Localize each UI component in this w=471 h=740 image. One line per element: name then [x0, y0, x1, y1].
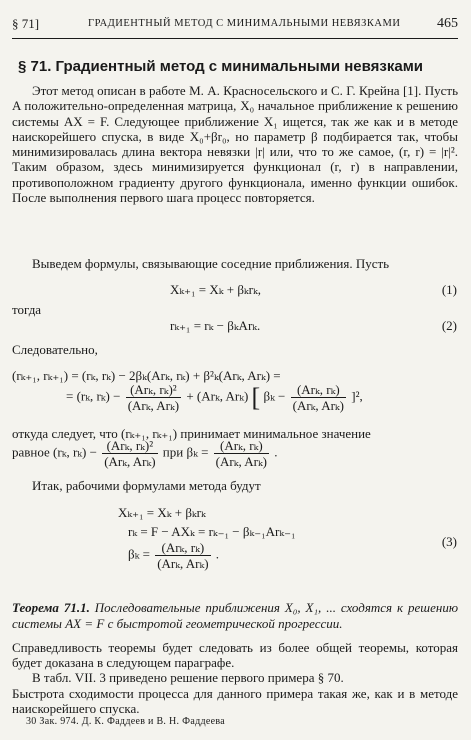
- equation-1: Xₖ₊₁ = Xₖ + βₖrₖ,: [170, 282, 261, 297]
- paragraph-intro: Этот метод описан в работе М. А. Красносельского и С. Г. Крейна [1]. Пусть A положительно-определенная матрица, X₀ начальное приближение к решению системы AX = F. Следующее приближение X₁ ищется, так же как и в методе наискорейшего спуска, в виде X₀+βr₀, но параметр β подбирается так, чтобы минимизировалась длина вектора невязки |r| или, что то же самое, (r, r) = |r|². Таким образом, здесь минимизируется функционал (r, r) в направлении, противоположном градиенту другого функционала, именно функции ошибок. После выполнения первого шага процесс повторяется.: [12, 83, 458, 206]
- paragraph-convergence: Быстрота сходимости процесса для данного примера такая же, как и в методе наискорейшего спуска.: [12, 686, 458, 717]
- theorem: [12, 600, 458, 631]
- result-fraction-2-numerator: (Arₖ, rₖ): [214, 438, 269, 454]
- paragraph-derive: Выведем формулы, связывающие соседние приближения. Пусть: [32, 256, 390, 271]
- equation-4-line-2: rₖ = F − AXₖ = rₖ₋₁ − βₖ₋₁Arₖ₋₁: [128, 524, 296, 539]
- header-running-title: ГРАДИЕНТНЫЙ МЕТОД С МИНИМАЛЬНЫМИ НЕВЯЗКАМИ: [88, 18, 401, 29]
- paragraph-proof-note: Справедливость теоремы будет следовать из более общей теоремы, которая будет доказана в следующем параграфе.: [12, 640, 458, 671]
- page-header: [12, 16, 460, 34]
- text-sledovatelno: Следовательно,: [12, 342, 98, 357]
- eq3-bracket-text: βₖ −: [263, 388, 286, 404]
- eq4-fraction: [155, 540, 210, 571]
- page-footer: 30 Зак. 974. Д. К. Фаддеев и В. Н. Фаддеева: [26, 716, 225, 727]
- result-fraction-1: [102, 438, 157, 469]
- text-togda: тогда: [12, 302, 42, 317]
- result-text-3: .: [274, 444, 278, 460]
- equation-2-number: (2): [441, 318, 457, 333]
- eq3-fraction-1: [126, 382, 181, 413]
- eq3-fraction-1-numerator: (Arₖ, rₖ)²: [126, 382, 181, 398]
- equation-1-number: (1): [441, 282, 457, 297]
- eq3-end: ]²,: [351, 388, 363, 404]
- result-text-1: равное (rₖ, rₖ) −: [12, 444, 97, 460]
- eq4-end: .: [215, 546, 220, 562]
- eq3-left-bracket: [: [251, 383, 261, 412]
- paragraph-result-b: [12, 438, 278, 469]
- header-rule: [12, 38, 458, 39]
- result-text-2: при βₖ =: [162, 444, 209, 460]
- eq4-beta: βₖ =: [128, 546, 150, 562]
- result-fraction-1-denominator: (Arₖ, Arₖ): [104, 454, 156, 469]
- page-number: 465: [437, 16, 458, 31]
- header-section: § 71]: [12, 16, 40, 31]
- eq3-fraction-2-denominator: (Arₖ, Arₖ): [292, 398, 344, 413]
- paragraph-formulas: Итак, рабочими формулами метода будут: [32, 478, 261, 493]
- eq3-part-a: = (rₖ, rₖ) −: [66, 388, 121, 404]
- eq3-fraction-2: [291, 382, 346, 413]
- result-fraction-1-numerator: (Arₖ, rₖ)²: [102, 438, 157, 454]
- theorem-label: Теорема 71.1.: [12, 600, 90, 615]
- eq3-part-b: + (Arₖ, Arₖ): [186, 388, 249, 404]
- theorem-text: Последовательные приближения X₀, X₁, ... сходятся к решению системы AX = F с быстротой геометрической прогрессии.: [12, 600, 458, 631]
- eq4-fraction-numerator: (Arₖ, rₖ): [155, 540, 210, 556]
- result-fraction-2-denominator: (Arₖ, Arₖ): [215, 454, 268, 469]
- equation-4-line-3: [128, 540, 219, 571]
- equation-3-line-1: (rₖ₊₁, rₖ₊₁) = (rₖ, rₖ) − 2βₖ(Arₖ, rₖ) + β²ₖ(Arₖ, Arₖ) =: [12, 368, 281, 383]
- eq4-fraction-denominator: (Arₖ, Arₖ): [157, 556, 209, 571]
- eq3-fraction-1-denominator: (Arₖ, Arₖ): [127, 398, 180, 413]
- section-title: § 71. Градиентный метод с минимальными невязками: [18, 58, 424, 75]
- eq3-fraction-2-numerator: (Arₖ, rₖ): [291, 382, 346, 398]
- equation-4-line-1: Xₖ₊₁ = Xₖ + βₖrₖ: [118, 505, 206, 520]
- paragraph-table-ref: В табл. VII. 3 приведено решение первого примера § 70.: [32, 670, 344, 685]
- equation-4-number: (3): [441, 534, 457, 549]
- paragraph-result-a: откуда следует, что (rₖ₊₁, rₖ₊₁) принимает минимальное значение: [12, 426, 371, 441]
- equation-2: rₖ₊₁ = rₖ − βₖArₖ.: [170, 318, 261, 333]
- equation-3-line-2: [66, 382, 363, 413]
- result-fraction-2: [214, 438, 269, 469]
